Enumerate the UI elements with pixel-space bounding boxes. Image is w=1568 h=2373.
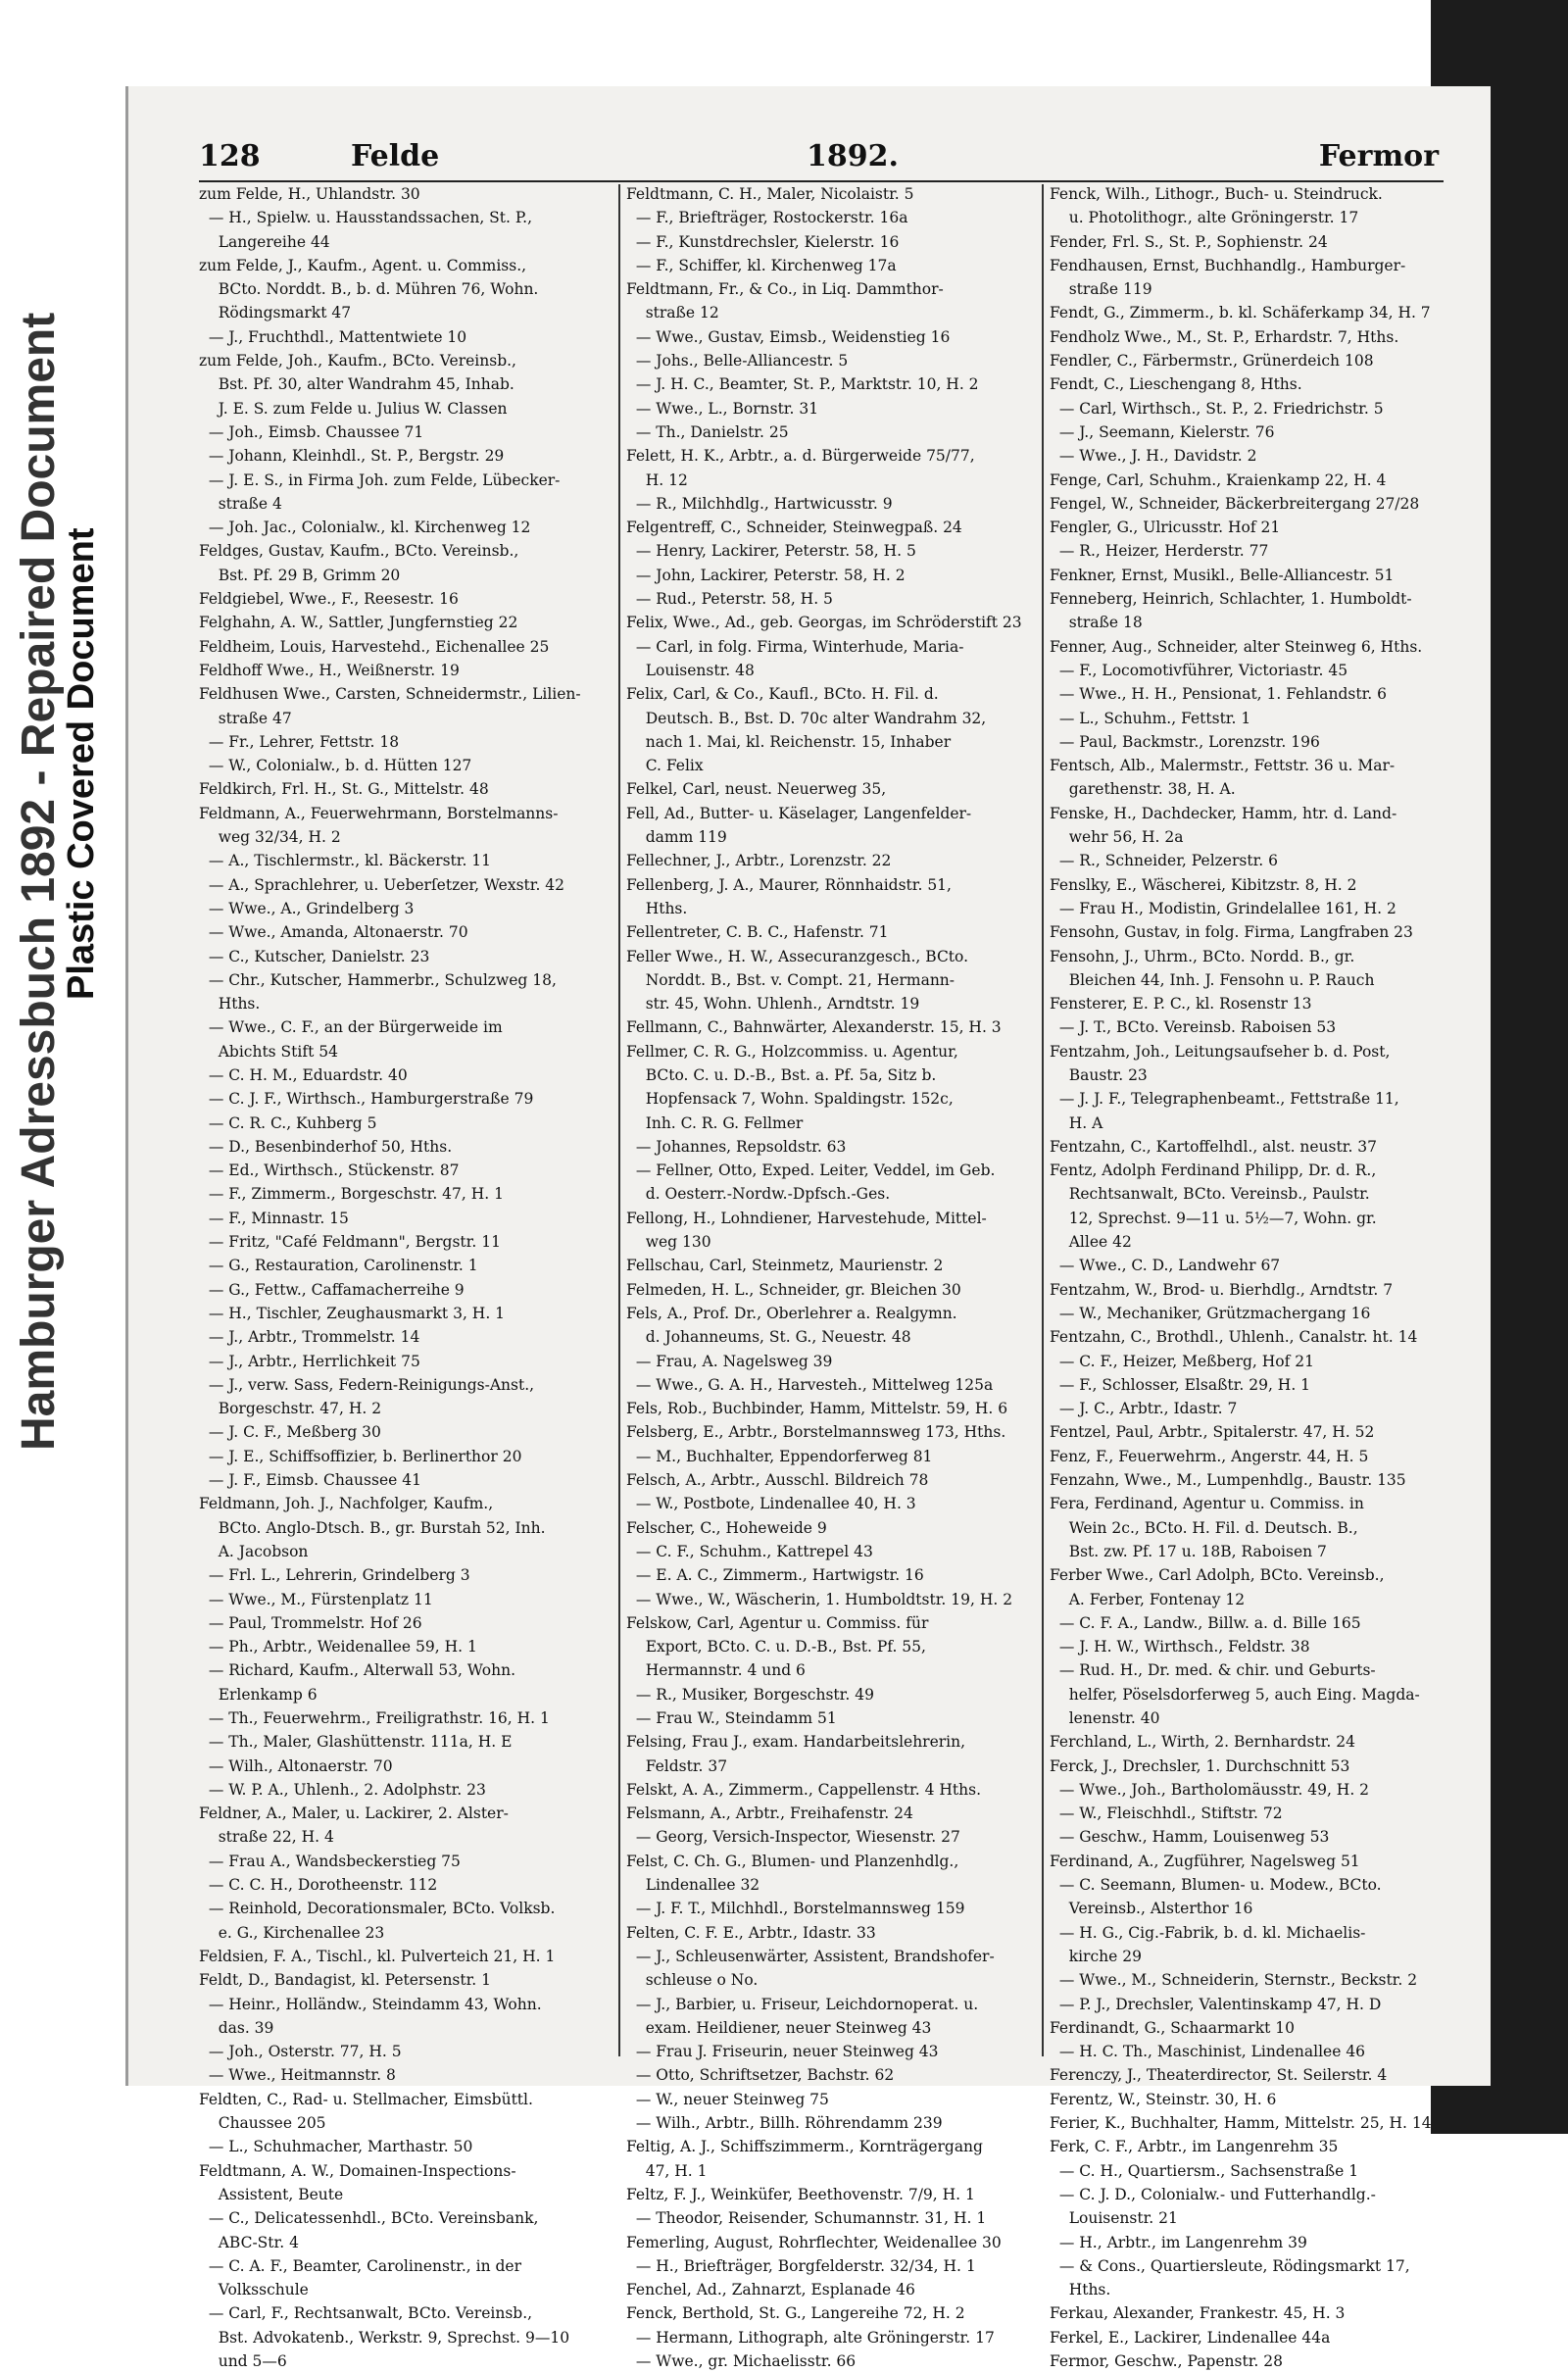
directory-entry-line: — C. C. H., Dorotheenstr. 112 — [199, 1876, 438, 1895]
directory-entry-line: Feldtmann, A. W., Domainen-Inspections- — [199, 2161, 516, 2180]
directory-entry-line: Bst. Pf. 29 B, Grimm 20 — [199, 566, 401, 584]
directory-entry-line: Rechtsanwalt, BCto. Vereinsb., Paulstr. — [1050, 1185, 1370, 1204]
directory-entry-line: — Paul, Backmstr., Lorenzstr. 196 — [1050, 732, 1320, 751]
directory-entry-line: Fenchel, Ad., Zahnarzt, Esplanade 46 — [626, 2281, 915, 2299]
directory-entry-line: Fentz, Adolph Ferdinand Philipp, Dr. d. R., — [1050, 1162, 1377, 1180]
directory-entry-line: Fellentreter, C. B. C., Hafenstr. 71 — [626, 923, 889, 942]
directory-entry-line: — Carl, in folg. Firma, Winterhude, Maria- — [626, 637, 964, 656]
directory-entry-line: Fendholz Wwe., M., St. P., Erhardstr. 7, Hths. — [1050, 327, 1399, 346]
directory-entry-line: — J., Seemann, Kielerstr. 76 — [1050, 422, 1275, 441]
directory-entry-line: Felgentreff, C., Schneider, Steinwegpaß. 24 — [626, 519, 962, 537]
directory-entry-line: e. G., Kirchenallee 23 — [199, 1923, 385, 1942]
directory-entry-line: — J. H. C., Beamter, St. P., Marktstr. 10, H. 2 — [626, 375, 979, 394]
directory-entry-line: Abichts Stift 54 — [199, 1042, 338, 1061]
directory-entry-line: — F., Kunstdrechsler, Kielerstr. 16 — [626, 232, 900, 251]
directory-entry-line: zum Felde, H., Uhlandstr. 30 — [199, 185, 420, 203]
directory-entry-line: — J. E., Schiffsoffizier, b. Berlinerthor 20 — [199, 1447, 522, 1465]
entry-column-3 — [1050, 182, 1461, 2371]
directory-entry-line: — Chr., Kutscher, Hammerbr., Schulzweg 18, — [199, 970, 557, 989]
directory-entry-line: straße 22, H. 4 — [199, 1828, 334, 1847]
directory-entry-line: Fenkner, Ernst, Musikl., Belle-Alliancestr. 51 — [1050, 566, 1395, 584]
directory-entry-line: Felsing, Frau J., exam. Handarbeitslehrerin, — [626, 1733, 966, 1752]
directory-entry-line: — Wwe., W., Wäscherin, 1. Humboldtstr. 19, H. 2 — [626, 1590, 1013, 1608]
directory-entry-line: Fera, Ferdinand, Agentur u. Commiss. in — [1050, 1495, 1364, 1513]
directory-entry-line: Volksschule — [199, 2281, 309, 2299]
directory-entry-line: Ferentz, W., Steinstr. 30, H. 6 — [1050, 2090, 1277, 2108]
directory-entry-line: lenenstr. 40 — [1050, 1709, 1160, 1727]
directory-entry-line: — Wwe., M., Schneiderin, Sternstr., Beckstr. 2 — [1050, 1971, 1418, 1990]
directory-entry-line: Fenz, F., Feuerwehrm., Angerstr. 44, H. 5 — [1050, 1447, 1369, 1465]
directory-entry-line: — Wwe., Heitmannstr. 8 — [199, 2066, 396, 2085]
directory-entry-line: Feldstr. 37 — [626, 1756, 728, 1775]
directory-entry-line: Inh. C. R. G. Fellmer — [626, 1113, 804, 1132]
directory-entry-line: — Wwe., J. H., Davidstr. 2 — [1050, 447, 1257, 466]
directory-entry-line: Vereinsb., Alsterthor 16 — [1050, 1900, 1253, 1918]
directory-entry-line: Felsch, A., Arbtr., Ausschl. Bildreich 78 — [626, 1471, 929, 1490]
directory-entry-line: — Wilh., Altonaerstr. 70 — [199, 1756, 393, 1775]
directory-entry-line: — Otto, Schriftsetzer, Bachstr. 62 — [626, 2066, 895, 2085]
directory-entry-line: — C., Kutscher, Danielstr. 23 — [199, 947, 430, 965]
directory-entry-line: Bst. Advokatenb., Werkstr. 9, Sprechst. 9—10 — [199, 2328, 570, 2347]
directory-entry-line: — Frl. L., Lehrerin, Grindelberg 3 — [199, 1566, 470, 1585]
directory-entry-line: — E. A. C., Zimmerm., Hartwigstr. 16 — [626, 1566, 924, 1585]
directory-entry-line: Feldt, D., Bandagist, kl. Petersenstr. 1 — [199, 1971, 492, 1990]
directory-entry-line: Export, BCto. C. u. D.-B., Bst. Pf. 55, — [626, 1638, 926, 1656]
directory-entry-line: — Heinr., Holländw., Steindamm 43, Wohn. — [199, 1995, 542, 2013]
directory-entry-line: BCto. Norddt. B., b. d. Mühren 76, Wohn. — [199, 280, 539, 299]
directory-entry-line: Louisenstr. 48 — [626, 661, 755, 679]
directory-entry-line: Feldmann, A., Feuerwehrmann, Borstelmanns- — [199, 804, 559, 822]
directory-entry-line: Fenner, Aug., Schneider, alter Steinweg 6, Hths. — [1050, 637, 1423, 656]
directory-entry-line: — Hermann, Lithograph, alte Gröningerstr. 17 — [626, 2328, 995, 2347]
directory-entry-line: 12, Sprechst. 9—11 u. 5½—7, Wohn. gr. — [1050, 1209, 1377, 1227]
directory-entry-line: Langereihe 44 — [199, 232, 330, 251]
directory-entry-line: d. Oesterr.-Nordw.-Dpfsch.-Ges. — [626, 1185, 891, 1204]
directory-entry-line: — G., Fettw., Caffamacherreihe 9 — [199, 1280, 465, 1299]
directory-entry-line: — C. R. C., Kuhberg 5 — [199, 1113, 377, 1132]
directory-entry-line: Felsberg, E., Arbtr., Borstelmannsweg 173, Hths. — [626, 1423, 1006, 1442]
directory-entry-line: Femerling, August, Rohrflechter, Weidenallee 30 — [626, 2233, 1002, 2251]
directory-entry-line: Felskow, Carl, Agentur u. Commiss. für — [626, 1613, 929, 1632]
directory-entry-line: Feller Wwe., H. W., Assecuranzgesch., BCto. — [626, 947, 969, 965]
directory-entry-line: Hermannstr. 4 und 6 — [626, 1661, 806, 1680]
directory-entry-line: — Fritz, "Café Feldmann", Bergstr. 11 — [199, 1233, 501, 1252]
directory-entry-line: helfer, Pöselsdorferweg 5, auch Eing. Magda- — [1050, 1685, 1420, 1704]
directory-entry-line: Felsmann, A., Arbtr., Freihafenstr. 24 — [626, 1804, 913, 1823]
directory-entry-line: — Joh., Osterstr. 77, H. 5 — [199, 2043, 402, 2061]
directory-entry-line: weg 32/34, H. 2 — [199, 828, 341, 847]
directory-entry-line: — Wwe., L., Bornstr. 31 — [626, 399, 819, 418]
directory-entry-line: BCto. C. u. D.-B., Bst. a. Pf. 5a, Sitz b. — [626, 1065, 937, 1084]
directory-entry-line: Fensterer, E. P. C., kl. Rosenstr 13 — [1050, 995, 1312, 1013]
directory-entry-line: Fell, Ad., Butter- u. Käselager, Langenfelder- — [626, 804, 972, 822]
directory-entry-line: Allee 42 — [1050, 1233, 1132, 1252]
directory-entry-line: Fellmer, C. R. G., Holzcommiss. u. Agentur, — [626, 1042, 958, 1061]
directory-entry-line: Fendt, C., Lieschengang 8, Hths. — [1050, 375, 1302, 394]
directory-entry-line: Fellong, H., Lohndiener, Harvestehude, Mittel- — [626, 1209, 987, 1227]
directory-entry-line: Ferber Wwe., Carl Adolph, BCto. Vereinsb., — [1050, 1566, 1385, 1585]
directory-entry-line: Fenske, H., Dachdecker, Hamm, htr. d. Land- — [1050, 804, 1397, 822]
directory-entry-line: Felix, Carl, & Co., Kaufl., BCto. H. Fil. d. — [626, 685, 939, 704]
directory-entry-line: 47, H. 1 — [626, 2161, 708, 2180]
directory-entry-line: — Wwe., Gustav, Eimsb., Weidenstieg 16 — [626, 327, 951, 346]
directory-entry-line: — W. P. A., Uhlenh., 2. Adolphstr. 23 — [199, 1780, 486, 1799]
directory-entry-line: — Geschw., Hamm, Louisenweg 53 — [1050, 1828, 1330, 1847]
directory-entry-line: — C. Seemann, Blumen- u. Modew., BCto. — [1050, 1876, 1382, 1895]
directory-entry-line: — Frau J. Friseurin, neuer Steinweg 43 — [626, 2043, 939, 2061]
directory-entry-line: Feldsien, F. A., Tischl., kl. Pulverteich 21, H. 1 — [199, 1947, 556, 1965]
directory-entry-line: Fensohn, J., Uhrm., BCto. Nordd. B., gr. — [1050, 947, 1355, 965]
directory-entry-line: — J. H. W., Wirthsch., Feldstr. 38 — [1050, 1638, 1310, 1656]
directory-entry-line: — R., Schneider, Pelzerstr. 6 — [1050, 852, 1278, 870]
directory-entry-line: straße 4 — [199, 494, 282, 513]
directory-entry-line: — C. H. M., Eduardstr. 40 — [199, 1065, 408, 1084]
directory-entry-line: u. Photolithogr., alte Gröningerstr. 17 — [1050, 209, 1359, 227]
directory-entry-line: Fels, Rob., Buchbinder, Hamm, Mittelstr. 59, H. 6 — [626, 1400, 1008, 1418]
directory-entry-line: Felskt, A. A., Zimmerm., Cappellenstr. 4 Hths. — [626, 1780, 982, 1799]
page-year: 1892. — [807, 139, 899, 173]
directory-entry-line: Hopfensack 7, Wohn. Spaldingstr. 152c, — [626, 1090, 954, 1109]
directory-entry-line: — L., Schuhm., Fettstr. 1 — [1050, 709, 1251, 727]
directory-entry-line: — L., Schuhmacher, Marthastr. 50 — [199, 2138, 473, 2156]
directory-entry-line: kirche 29 — [1050, 1947, 1142, 1965]
directory-entry-line: — A., Tischlermstr., kl. Bäckerstr. 11 — [199, 852, 492, 870]
directory-entry-line: — J. F. T., Milchhdl., Borstelmannsweg 159 — [626, 1900, 965, 1918]
directory-entry-line: — Th., Danielstr. 25 — [626, 422, 789, 441]
directory-entry-line: garethenstr. 38, H. A. — [1050, 780, 1236, 799]
directory-entry-line: — W., Mechaniker, Grützmachergang 16 — [1050, 1304, 1371, 1322]
directory-entry-line: — R., Musiker, Borgeschstr. 49 — [626, 1685, 874, 1704]
directory-entry-line: schleuse o No. — [626, 1971, 759, 1990]
directory-entry-line: — C. F., Schuhm., Kattrepel 43 — [626, 1542, 873, 1560]
directory-entry-line: Lindenallee 32 — [626, 1876, 760, 1895]
directory-entry-line: Chaussee 205 — [199, 2114, 326, 2133]
directory-entry-line: Fender, Frl. S., St. P., Sophienstr. 24 — [1050, 232, 1328, 251]
directory-entry-line: Fenge, Carl, Schuhm., Kraienkamp 22, H. 4 — [1050, 470, 1387, 489]
directory-entry-line: Ferk, C. F., Arbtr., im Langenrehm 35 — [1050, 2138, 1339, 2156]
directory-entry-line: Assistent, Beute — [199, 2185, 344, 2203]
directory-entry-line: — Johs., Belle-Alliancestr. 5 — [626, 352, 849, 371]
directory-entry-line: Borgeschstr. 47, H. 2 — [199, 1400, 382, 1418]
directory-entry-line: — C., Delicatessenhdl., BCto. Vereinsbank, — [199, 2209, 539, 2228]
directory-entry-line: — C. J. D., Colonialw.- und Futterhandlg.- — [1050, 2185, 1376, 2203]
directory-entry-line: — Frau, A. Nagelsweg 39 — [626, 1352, 833, 1370]
directory-entry-line: — P. J., Drechsler, Valentinskamp 47, H. D — [1050, 1995, 1382, 2013]
directory-entry-line: C. Felix — [626, 757, 704, 775]
directory-entry-line: — A., Sprachlehrer, u. Ueberſetzer, Wexstr. 42 — [199, 875, 565, 894]
page-number: 128 — [199, 139, 261, 173]
directory-entry-line: — F., Minnastr. 15 — [199, 1209, 349, 1227]
directory-entry-line: — F., Zimmerm., Borgeschstr. 47, H. 1 — [199, 1185, 504, 1204]
directory-entry-line: J. E. S. zum Felde u. Julius W. Classen — [199, 399, 508, 418]
directory-entry-line: — J. C. F., Meßberg 30 — [199, 1423, 381, 1442]
directory-entry-line: Ferchland, L., Wirth, 2. Bernhardstr. 24 — [1050, 1733, 1355, 1752]
directory-entry-line: Ferdinand, A., Zugführer, Nagelsweg 51 — [1050, 1852, 1360, 1870]
entry-column-1 — [199, 182, 611, 2371]
directory-entry-line: Fendler, C., Färbermstr., Grünerdeich 108 — [1050, 352, 1374, 371]
directory-entry-line: Feldgiebel, Wwe., F., Reesestr. 16 — [199, 590, 459, 609]
directory-entry-line: — J., Schleusenwärter, Assistent, Brandshofer- — [626, 1947, 995, 1965]
directory-entry-line: Bst. zw. Pf. 17 u. 18B, Raboisen 7 — [1050, 1542, 1327, 1560]
directory-entry-line: — W., Fleischhdl., Stiftstr. 72 — [1050, 1804, 1283, 1823]
directory-entry-line: — Th., Feuerwehrm., Freiligrathstr. 16, H. 1 — [199, 1709, 550, 1727]
directory-entry-line: straße 47 — [199, 709, 292, 727]
column-divider — [1042, 184, 1044, 2056]
directory-entry-line: — J., Arbtr., Trommelstr. 14 — [199, 1328, 420, 1347]
directory-entry-line: — Wwe., C. F., an der Bürgerweide im — [199, 1018, 503, 1037]
directory-entry-line: — J. F., Eimsb. Chaussee 41 — [199, 1471, 421, 1490]
directory-entry-line: — G., Restauration, Carolinenstr. 1 — [199, 1257, 478, 1275]
directory-entry-line: Feldtmann, Fr., & Co., in Liq. Dammthor- — [626, 280, 944, 299]
directory-entry-line: — R., Heizer, Herderstr. 77 — [1050, 542, 1269, 561]
repaired-document-label: Hamburger Adressbuch 1892 - Repaired Document — [13, 312, 65, 1451]
directory-entry-line: — Fr., Lehrer, Fettstr. 18 — [199, 732, 400, 751]
directory-entry-line: Louisenstr. 21 — [1050, 2209, 1178, 2228]
directory-entry-line: — Ed., Wirthsch., Stückenstr. 87 — [199, 1162, 460, 1180]
directory-entry-line: — W., Postbote, Lindenallee 40, H. 3 — [626, 1495, 916, 1513]
directory-entry-line: Fenslky, E., Wäscherei, Kibitzstr. 8, H. 2 — [1050, 875, 1357, 894]
directory-entry-line: — Wwe., H. H., Pensionat, 1. Fehlandstr. 6 — [1050, 685, 1388, 704]
directory-entry-line: — Frau W., Steindamm 51 — [626, 1709, 837, 1727]
directory-entry-line: Fellenberg, J. A., Maurer, Rönnhaidstr. 51, — [626, 875, 952, 894]
directory-entry-line: A. Ferber, Fontenay 12 — [1050, 1590, 1246, 1608]
directory-entry-line: Fendt, G., Zimmerm., b. kl. Schäferkamp 34, H. 7 — [1050, 304, 1431, 322]
directory-entry-line: Feltig, A. J., Schiffszimmerm., Kornträgergang — [626, 2138, 983, 2156]
directory-entry-line: — J. T., BCto. Vereinsb. Raboisen 53 — [1050, 1018, 1337, 1037]
directory-entry-line: — Henry, Lackirer, Peterstr. 58, H. 5 — [626, 542, 916, 561]
directory-entry-line: damm 119 — [626, 828, 727, 847]
directory-entry-line: — J., Fruchthdl., Mattentwiete 10 — [199, 327, 467, 346]
directory-entry-line: — F., Locomotivführer, Victoriastr. 45 — [1050, 661, 1348, 679]
directory-entry-line: — H. G., Cig.-Fabrik, b. d. kl. Michaelis- — [1050, 1923, 1366, 1942]
directory-entry-line: Felix, Wwe., Ad., geb. Georgas, im Schröderstift 23 — [626, 614, 1022, 632]
directory-entry-line: Feldten, C., Rad- u. Stellmacher, Eimsbüttl. — [199, 2090, 533, 2108]
directory-entry-line: — Richard, Kaufm., Alterwall 53, Wohn. — [199, 1661, 516, 1680]
directory-entry-line: Fentzahn, C., Kartoffelhdl., alst. neustr. 37 — [1050, 1137, 1378, 1156]
directory-entry-line: Hths. — [1050, 2281, 1111, 2299]
directory-entry-line: Feltz, F. J., Weinküfer, Beethovenstr. 7/9, H. 1 — [626, 2185, 975, 2203]
directory-entry-line: wehr 56, H. 2a — [1050, 828, 1184, 847]
directory-entry-line: Ferdinandt, G., Schaarmarkt 10 — [1050, 2018, 1295, 2037]
directory-entry-line: Fellechner, J., Arbtr., Lorenzstr. 22 — [626, 852, 892, 870]
directory-entry-line: Fentzahm, Joh., Leitungsaufseher b. d. Post, — [1050, 1042, 1391, 1061]
directory-entry-line: — Joh. Jac., Colonialw., kl. Kirchenweg 12 — [199, 519, 531, 537]
directory-entry-line: Fenck, Berthold, St. G., Langereihe 72, H. 2 — [626, 2304, 965, 2323]
directory-entry-line: Felscher, C., Hoheweide 9 — [626, 1518, 827, 1537]
directory-entry-line: Fengel, W., Schneider, Bäckerbreitergang 27/28 — [1050, 494, 1420, 513]
entry-column-2 — [626, 182, 1038, 2371]
directory-entry-line: — Johann, Kleinhdl., St. P., Bergstr. 29 — [199, 447, 505, 466]
directory-entry-line: — H. C. Th., Maschinist, Lindenallee 46 — [1050, 2043, 1366, 2061]
directory-entry-line: — Wwe., G. A. H., Harvesteh., Mittelweg 125a — [626, 1375, 994, 1394]
directory-entry-line: Erlenkamp 6 — [199, 1685, 318, 1704]
directory-entry-line: — Reinhold, Decorationsmaler, BCto. Volksb. — [199, 1900, 556, 1918]
directory-entry-line: straße 18 — [1050, 614, 1143, 632]
directory-entry-line: — Frau H., Modistin, Grindelallee 161, H. 2 — [1050, 899, 1396, 917]
directory-entry-line: — C. H., Quartiersm., Sachsenstraße 1 — [1050, 2161, 1359, 2180]
directory-entry-line: — & Cons., Quartiersleute, Rödingsmarkt 17, — [1050, 2256, 1410, 2275]
directory-entry-line: — J. J. F., Telegraphenbeamt., Fettstraße 11, — [1050, 1090, 1399, 1109]
directory-entry-line: BCto. Anglo-Dtsch. B., gr. Burstah 52, Inh. — [199, 1518, 546, 1537]
directory-entry-line: — C. F., Heizer, Meßberg, Hof 21 — [1050, 1352, 1315, 1370]
directory-entry-line: straße 12 — [626, 304, 719, 322]
directory-entry-line: — H., Tischler, Zeughausmarkt 3, H. 1 — [199, 1304, 506, 1322]
directory-entry-line: Wein 2c., BCto. H. Fil. d. Deutsch. B., — [1050, 1518, 1358, 1537]
directory-entry-line: zum Felde, J., Kaufm., Agent. u. Commiss., — [199, 256, 527, 274]
right-catchword: Fermor — [1318, 139, 1439, 173]
directory-entry-line: weg 130 — [626, 1233, 711, 1252]
plastic-covered-label: Plastic Covered Document — [61, 527, 102, 1000]
directory-entry-line: — D., Besenbinderhof 50, Hths. — [199, 1137, 453, 1156]
directory-entry-line: Fels, A., Prof. Dr., Oberlehrer a. Realgymn. — [626, 1304, 957, 1322]
directory-entry-line: Felghahn, A. W., Sattler, Jungfernstieg 22 — [199, 614, 518, 632]
directory-entry-line: Rödingsmarkt 47 — [199, 304, 352, 322]
directory-entry-line: Feldhoff Wwe., H., Weißnerstr. 19 — [199, 661, 460, 679]
directory-entry-line: — F., Schiffer, kl. Kirchenweg 17a — [626, 256, 897, 274]
directory-entry-line: — Fellner, Otto, Exped. Leiter, Veddel, im Geb. — [626, 1162, 996, 1180]
directory-entry-line: Hths. — [199, 995, 261, 1013]
directory-entry-line: — M., Buchhalter, Eppendorferweg 81 — [626, 1447, 933, 1465]
directory-entry-line: — F., Briefträger, Rostockerstr. 16a — [626, 209, 908, 227]
directory-entry-line: — Th., Maler, Glashüttenstr. 111a, H. E — [199, 1733, 513, 1752]
directory-entry-line: Fenzahn, Wwe., M., Lumpenhdlg., Baustr. 135 — [1050, 1471, 1406, 1490]
directory-entry-line: Ferck, J., Drechsler, 1. Durchschnitt 53 — [1050, 1756, 1350, 1775]
directory-entry-line: Feldtmann, C. H., Maler, Nicolaistr. 5 — [626, 185, 914, 203]
directory-entry-line: Fendhausen, Ernst, Buchhandlg., Hamburger- — [1050, 256, 1406, 274]
directory-entry-line: — J., Arbtr., Herrlichkeit 75 — [199, 1352, 420, 1370]
directory-entry-line: — J. E. S., in Firma Joh. zum Felde, Lübecker- — [199, 470, 561, 489]
directory-entry-line: H. 12 — [626, 470, 688, 489]
directory-entry-line: Bleichen 44, Inh. J. Fensohn u. P. Rauch — [1050, 970, 1375, 989]
directory-entry-line: ABC-Str. 4 — [199, 2233, 299, 2251]
directory-entry-line: — F., Schlosser, Elsaßtr. 29, H. 1 — [1050, 1375, 1311, 1394]
directory-entry-line: — John, Lackirer, Peterstr. 58, H. 2 — [626, 566, 906, 584]
directory-entry-line: — J., Barbier, u. Friseur, Leichdornoperat. u. — [626, 1995, 979, 2013]
directory-entry-line: exam. Heildiener, neuer Steinweg 43 — [626, 2018, 932, 2037]
directory-entry-line: das. 39 — [199, 2018, 274, 2037]
directory-entry-line: d. Johanneums, St. G., Neuestr. 48 — [626, 1328, 911, 1347]
directory-entry-line: — Wwe., Joh., Bartholomäusstr. 49, H. 2 — [1050, 1780, 1370, 1799]
directory-entry-line: — Ph., Arbtr., Weidenallee 59, H. 1 — [199, 1638, 477, 1656]
directory-entry-line: Fengler, G., Ulricusstr. Hof 21 — [1050, 519, 1281, 537]
directory-entry-line: Fellmann, C., Bahnwärter, Alexanderstr. 15, H. 3 — [626, 1018, 1002, 1037]
directory-entry-line: Felett, H. K., Arbtr., a. d. Bürgerweide 75/77, — [626, 447, 975, 466]
directory-entry-line: — Rud., Peterstr. 58, H. 5 — [626, 590, 833, 609]
directory-entry-line: — Rud. H., Dr. med. & chir. und Geburts- — [1050, 1661, 1376, 1680]
directory-entry-line: — Frau A., Wandsbeckerstieg 75 — [199, 1852, 461, 1870]
directory-entry-line: — H., Briefträger, Borgfelderstr. 32/34, H. 1 — [626, 2256, 976, 2275]
left-catchword: Felde — [351, 139, 440, 173]
directory-entry-line: Ferenczy, J., Theaterdirector, St. Seilerstr. 4 — [1050, 2066, 1388, 2085]
directory-entry-line: Ferkel, E., Lackirer, Lindenallee 44a — [1050, 2328, 1331, 2347]
directory-entry-line: str. 45, Wohn. Uhlenh., Arndtstr. 19 — [626, 995, 920, 1013]
directory-entry-line: Fellschau, Carl, Steinmetz, Maurienstr. 2 — [626, 1257, 944, 1275]
directory-entry-line: — R., Milchhdlg., Hartwicusstr. 9 — [626, 494, 893, 513]
directory-entry-line: — Wwe., C. D., Landwehr 67 — [1050, 1257, 1281, 1275]
directory-entry-line: Norddt. B., Bst. v. Compt. 21, Hermann- — [626, 970, 956, 989]
directory-entry-line: Felkel, Carl, neust. Neuerweg 35, — [626, 780, 887, 799]
directory-entry-line: — Carl, Wirthsch., St. P., 2. Friedrichstr. 5 — [1050, 399, 1384, 418]
directory-entry-line: Ferier, K., Buchhalter, Hamm, Mittelstr. 25, H. 14 — [1050, 2114, 1432, 2133]
directory-entry-line: Feldner, A., Maler, u. Lackirer, 2. Alster- — [199, 1804, 509, 1823]
directory-entry-line: Ferkau, Alexander, Frankestr. 45, H. 3 — [1050, 2304, 1346, 2323]
directory-entry-line: — Wwe., Amanda, Altonaerstr. 70 — [199, 923, 468, 942]
scan-side-label — [0, 0, 127, 2134]
directory-entry-line: Bst. Pf. 30, alter Wandrahm 45, Inhab. — [199, 375, 514, 394]
directory-entry-line: — W., Colonialw., b. d. Hütten 127 — [199, 757, 472, 775]
directory-entry-line: Feldmann, Joh. J., Nachfolger, Kaufm., — [199, 1495, 494, 1513]
directory-entry-line: und 5—6 — [199, 2352, 287, 2371]
directory-entry-line: Deutsch. B., Bst. D. 70c alter Wandrahm 32, — [626, 709, 987, 727]
directory-entry-line: Feldges, Gustav, Kaufm., BCto. Vereinsb., — [199, 542, 519, 561]
directory-entry-line: Fentzahm, W., Brod- u. Bierhdlg., Arndtstr. 7 — [1050, 1280, 1394, 1299]
directory-entry-line: — Joh., Eimsb. Chaussee 71 — [199, 422, 424, 441]
directory-entry-line: H. A — [1050, 1113, 1103, 1132]
directory-entry-line: — Theodor, Reisender, Schumannstr. 31, H. 1 — [626, 2209, 987, 2228]
directory-entry-line: Hths. — [626, 899, 688, 917]
directory-page — [125, 86, 1491, 2371]
directory-entry-line: — Wwe., M., Fürstenplatz 11 — [199, 1590, 433, 1608]
directory-entry-line: straße 119 — [1050, 280, 1152, 299]
directory-entry-line: Fentsch, Alb., Malermstr., Fettstr. 36 u. Mar- — [1050, 757, 1396, 775]
directory-entry-line: Fenck, Wilh., Lithogr., Buch- u. Steindruck. — [1050, 185, 1383, 203]
directory-entry-line: — H., Spielw. u. Hausstandssachen, St. P., — [199, 209, 533, 227]
directory-entry-line: — Carl, F., Rechtsanwalt, BCto. Vereinsb., — [199, 2304, 533, 2323]
directory-entry-line: Feldheim, Louis, Harvestehd., Eichenallee 25 — [199, 637, 550, 656]
directory-entry-line: nach 1. Mai, kl. Reichenstr. 15, Inhaber — [626, 732, 952, 751]
directory-entry-line: — C. J. F., Wirthsch., Hamburgerstraße 79 — [199, 1090, 534, 1109]
directory-entry-line: Felmeden, H. L., Schneider, gr. Bleichen 30 — [626, 1280, 961, 1299]
directory-entry-line: — H., Arbtr., im Langenrehm 39 — [1050, 2233, 1307, 2251]
directory-entry-line: Fentzahn, C., Brothdl., Uhlenh., Canalstr. ht. 14 — [1050, 1328, 1418, 1347]
directory-entry-line: — Wwe., A., Grindelberg 3 — [199, 899, 415, 917]
directory-entry-line: — Georg, Versich-Inspector, Wiesenstr. 27 — [626, 1828, 960, 1847]
directory-entry-line: — J., verw. Sass, Federn-Reinigungs-Anst., — [199, 1375, 535, 1394]
column-divider — [618, 184, 620, 2056]
directory-entry-line: — Paul, Trommelstr. Hof 26 — [199, 1613, 422, 1632]
directory-entry-line: Feldhusen Wwe., Carsten, Schneidermstr., Lilien- — [199, 685, 581, 704]
directory-entry-line: — C. F. A., Landw., Billw. a. d. Bille 165 — [1050, 1613, 1361, 1632]
directory-entry-line: Fensohn, Gustav, in folg. Firma, Langfraben 23 — [1050, 923, 1413, 942]
directory-entry-line: — Wilh., Arbtr., Billh. Röhrendamm 239 — [626, 2114, 943, 2133]
directory-entry-line: Feldkirch, Frl. H., St. G., Mittelstr. 48 — [199, 780, 489, 799]
directory-entry-line: — Wwe., gr. Michaelisstr. 66 — [626, 2352, 857, 2371]
directory-entry-line: zum Felde, Joh., Kaufm., BCto. Vereinsb., — [199, 352, 516, 371]
directory-entry-line: Baustr. 23 — [1050, 1065, 1148, 1084]
directory-entry-line: Fermor, Geschw., Papenstr. 28 — [1050, 2352, 1283, 2371]
directory-entry-line: Felten, C. F. E., Arbtr., Idastr. 33 — [626, 1923, 876, 1942]
directory-entry-line: — Johannes, Repsoldstr. 63 — [626, 1137, 847, 1156]
directory-entry-line: — J. C., Arbtr., Idastr. 7 — [1050, 1400, 1238, 1418]
directory-entry-line: — C. A. F., Beamter, Carolinenstr., in der — [199, 2256, 522, 2275]
directory-entry-line: A. Jacobson — [199, 1542, 309, 1560]
directory-entry-line: — W., neuer Steinweg 75 — [626, 2090, 829, 2108]
directory-entry-line: Fenneberg, Heinrich, Schlachter, 1. Humboldt- — [1050, 590, 1412, 609]
directory-entry-line: Fentzel, Paul, Arbtr., Spitalerstr. 47, H. 52 — [1050, 1423, 1375, 1442]
directory-entry-line: Felst, C. Ch. G., Blumen- und Planzenhdlg., — [626, 1852, 959, 1870]
